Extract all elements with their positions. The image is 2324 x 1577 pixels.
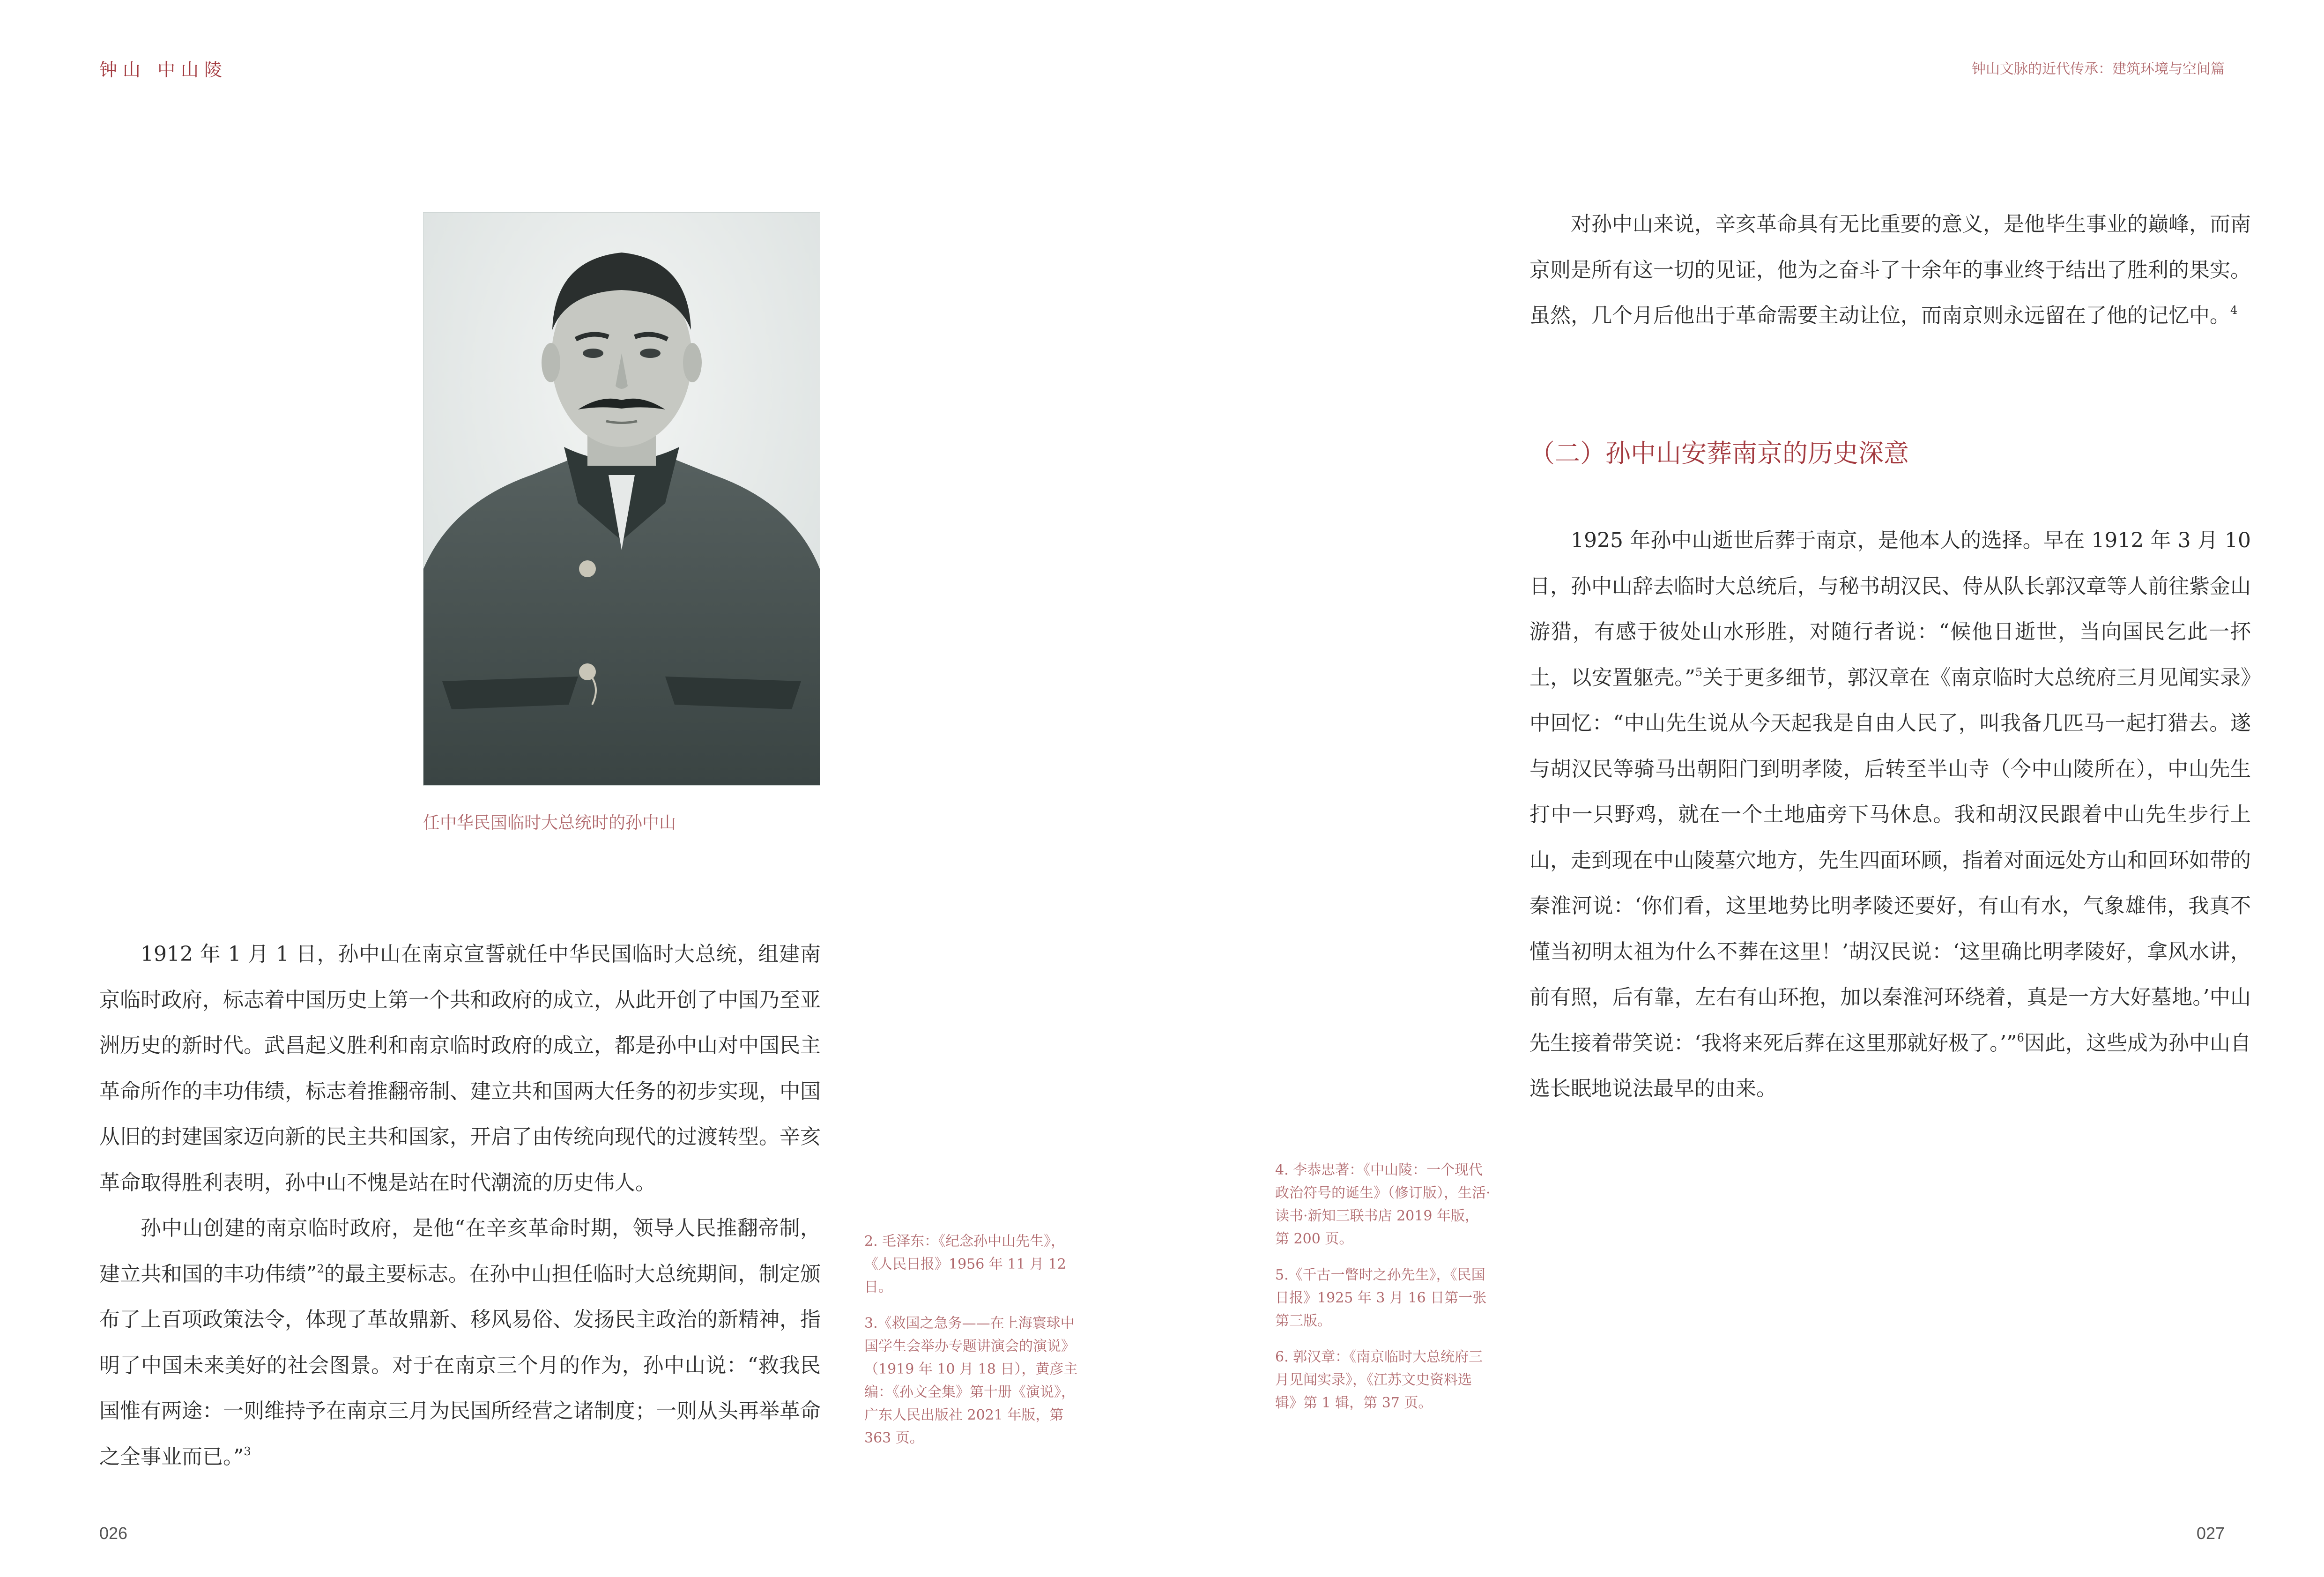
footnote-2: 2. 毛泽东：《纪念孙中山先生》，《人民日报》1956 年 11 月 12 日。 xyxy=(864,1233,1066,1295)
left-paragraph-2-text-b: 的最主要标志。在孙中山担任临时大总统期间，制定颁布了上百项政策法令，体现了革故鼎新、移风易俗、发扬民主政治的新精神，指明了中国未来美好的社会图景。对于在南京三个月的作为，孙中山说：“救我民国惟有两途：一则维持予在南京三月为民国所经营之诸制度；一则从头再举革命之全事业而已。” xyxy=(99,1262,821,1469)
photo-caption: 任中华民国临时大总统时的孙中山 xyxy=(423,813,676,833)
left-paragraph-1-text: 1912 年 1 月 1 日，孙中山在南京宣誓就任中华民国临时大总统，组建南京临时政府，标志着中国历史上第一个共和政府的成立，从此开创了中国乃至亚洲历史的新时代。武昌起义胜利和南京临时政府的成立，都是孙中山对中国民主革命所作的丰功伟绩，标志着推翻帝制、建立共和国两大任务的初步实现，中国从旧的封建国家迈向新的民主共和国家，开启了由传统向现代的过渡转型。辛亥革命取得胜利表明，孙中山不愧是站在时代潮流的历史伟人。 xyxy=(99,942,821,1195)
left-paragraph-2 xyxy=(99,1205,821,1480)
right-paragraph-2-text-c: 因此，这些成为孙中山自选长眠地说法最早的由来。 xyxy=(1530,1031,2251,1101)
left-paragraph-2-text-a: 孙中山创建的南京临时政府，是他“在辛亥革命时期，领导人民推翻帝制，建立共和国的丰功伟绩” xyxy=(99,1216,821,1286)
page-number-right: 027 xyxy=(2196,1524,2225,1543)
footnote-5: 5.《千古一瞥时之孙先生》，《民国日报》1925 年 3 月 16 日第一张第三版。 xyxy=(1275,1267,1487,1329)
footnotes-left xyxy=(864,1230,1080,1463)
right-body-top xyxy=(1530,201,2251,339)
page-number-left: 026 xyxy=(99,1524,128,1543)
right-body-main xyxy=(1530,518,2251,1112)
footnote-4: 4. 李恭忠著：《中山陵：一个现代政治符号的诞生》（修订版），生活·读书·新知三联书店 2019 年版，第 200 页。 xyxy=(1275,1162,1491,1247)
right-paragraph-1-text: 对孙中山来说，辛亥革命具有无比重要的意义，是他毕生事业的巅峰，而南京则是所有这一切的见证，他为之奋斗了十余年的事业终于结出了胜利的果实。虽然，几个月后他出于革命需要主动让位，而南京则永远留在了他的记忆中。 xyxy=(1530,212,2251,327)
footnote-ref-4: 4 xyxy=(2230,304,2238,317)
right-paragraph-1 xyxy=(1530,201,2251,339)
footnote-ref-3: 3 xyxy=(244,1444,251,1458)
book-brand-logo: 钟山 中山陵 xyxy=(99,60,228,80)
footnote-ref-2: 2 xyxy=(317,1262,324,1275)
footnote-ref-6: 6 xyxy=(2017,1031,2024,1044)
footnote-3: 3.《救国之急务——在上海寰球中国学生会举办专题讲演会的演说》（1919 年 10 月 18 日），黄彦主编：《孙文全集》第十册《演说》，广东人民出版社 2021 年版，第 363 页。 xyxy=(864,1315,1078,1446)
portrait-illustration xyxy=(423,213,820,785)
footnotes-right xyxy=(1275,1159,1491,1428)
portrait-photo xyxy=(423,212,820,786)
left-body xyxy=(99,931,821,1480)
right-paragraph-2-text-a: 1925 年孙中山逝世后葬于南京，是他本人的选择。早在 1912 年 3 月 10 日，孙中山辞去临时大总统后，与秘书胡汉民、侍从队长郭汉章等人前往紫金山游猎，有感于彼处山水形胜，对随行者说：“候他日逝世，当向国民乞此一抔土，以安置躯壳。” xyxy=(1530,528,2251,690)
left-paragraph-1 xyxy=(99,931,821,1205)
running-title: 钟山文脉的近代传承：建筑环境与空间篇 xyxy=(1972,61,2225,77)
right-paragraph-2-text-b: 关于更多细节，郭汉章在《南京临时大总统府三月见闻实录》中回忆：“中山先生说从今天起我是自由人民了，叫我备几匹马一起打猎去。遂与胡汉民等骑马出朝阳门到明孝陵，后转至半山寺（今中山陵所在），中山先生打中一只野鸡，就在一个土地庙旁下马休息。我和胡汉民跟着中山先生步行上山，走到现在中山陵墓穴地方，先生四面环顾，指着对面远处方山和回环如带的秦淮河说：‘你们看，这里地势比明孝陵还要好，有山有水，气象雄伟，我真不懂当初明太祖为什么不葬在这里！’胡汉民说：‘这里确比明孝陵好，拿风水讲，前有照，后有靠，左右有山环抱，加以秦淮河环绕着，真是一方大好墓地。’中山先生接着带笑说：‘我将来死后葬在这里那就好极了。’” xyxy=(1530,665,2251,1055)
footnote-6: 6. 郭汉章：《南京临时大总统府三月见闻实录》，《江苏文史资料选辑》第 1 辑，第 37 页。 xyxy=(1275,1349,1483,1411)
footnote-ref-5: 5 xyxy=(1695,665,1703,679)
right-paragraph-2 xyxy=(1530,518,2251,1112)
section-subheading: （二）孙中山安葬南京的历史深意 xyxy=(1530,439,1909,468)
